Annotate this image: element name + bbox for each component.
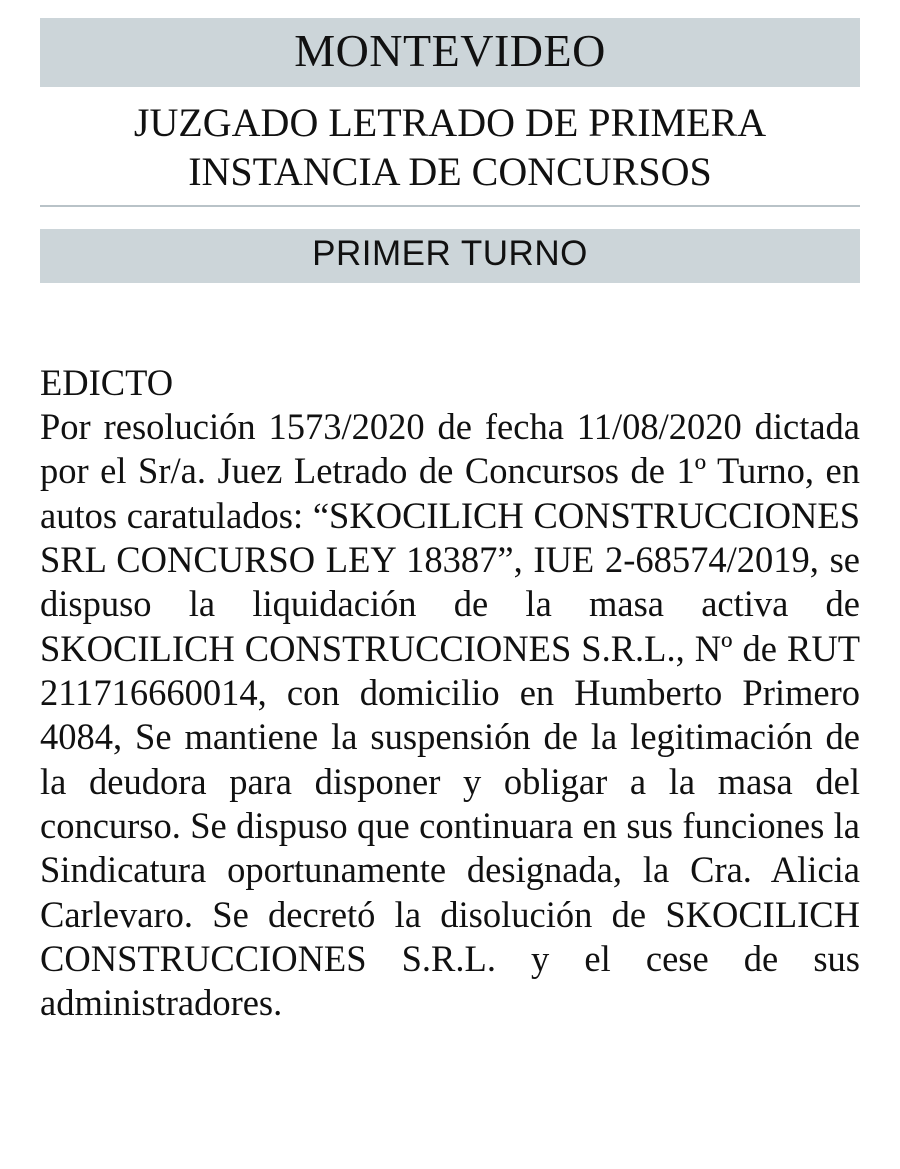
- court-name-line-1: JUZGADO LETRADO DE PRIMERA: [133, 100, 767, 146]
- edicto-heading: EDICTO: [40, 361, 174, 403]
- city-banner: MONTEVIDEO: [40, 18, 860, 87]
- turn-banner: PRIMER TURNO: [40, 229, 860, 283]
- court-name-heading: [40, 87, 860, 207]
- edicto-body-text: Por resolución 1573/2020 de fecha 11/08/2020 dictada por el Sr/a. Juez Letrado de Concursos de 1º Turno, en autos caratulados: “SKOCILICH CONSTRUCCIONES SRL CONCURSO LEY 18387”, IUE 2-68574/2019, se dispuso la liquidación de la masa activa de SKOCILICH CONSTRUCCIONES S.R.L., Nº de RUT 211716660014, con domicilio en Humberto Primero 4084, Se mantiene la suspensión de la legitimación de la deudora para disponer y obligar a la masa del concurso. Se dispuso que continuara en sus funciones la Sindicatura oportunamente designada, la Cra. Alicia Carlevaro. Se decretó la disolución de SKOCILICH CONSTRUCCIONES S.R.L. y el cese de sus administradores.: [40, 405, 860, 1024]
- document-page: [0, 18, 900, 1169]
- edicto-body-block: [40, 361, 860, 1026]
- court-name-line-2: INSTANCIA DE CONCURSOS: [188, 148, 712, 194]
